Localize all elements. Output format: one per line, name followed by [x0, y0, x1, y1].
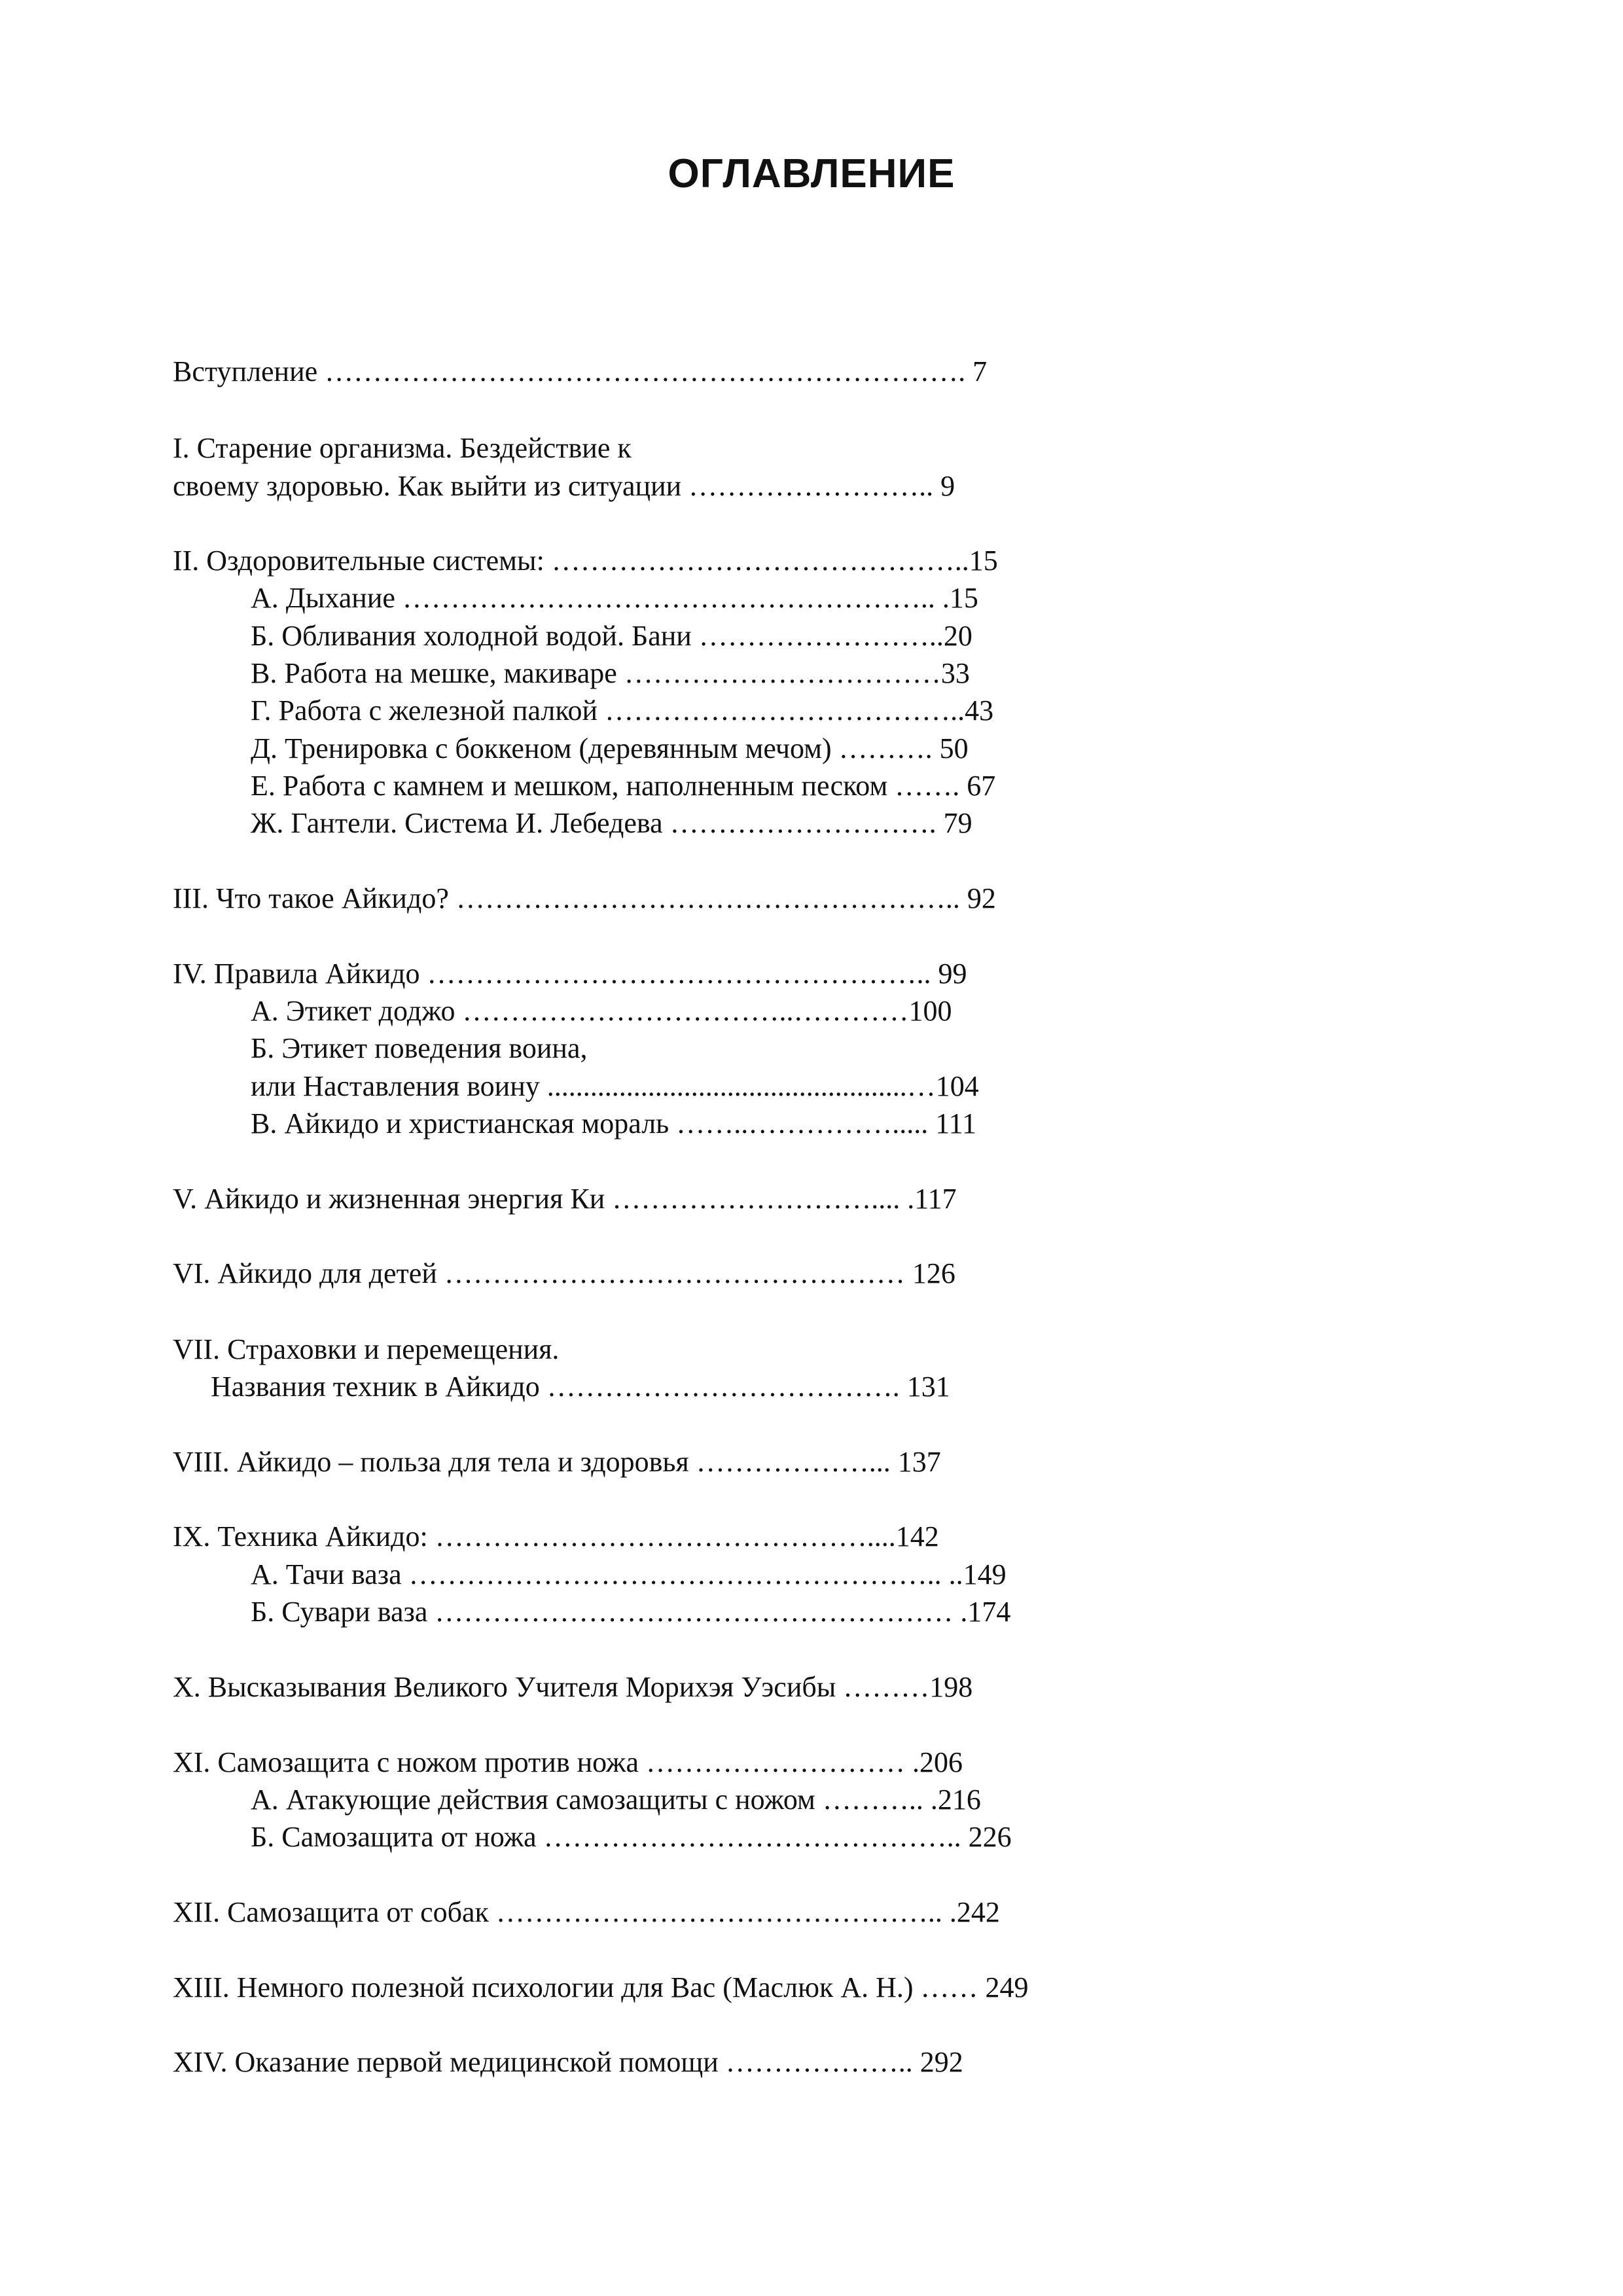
toc-subentry: Ж. Гантели. Система И. Лебедева ………………………. 79 [251, 807, 972, 839]
toc-subentry: А. Тачи ваза ……………………………………………….. ..149 [251, 1558, 1007, 1590]
toc-entry: Вступление …………………………………………………………. 7 [173, 355, 988, 387]
toc-subentry: В. Айкидо и христианская мораль ……..……………..... 111 [251, 1107, 976, 1139]
toc-subentry: А. Атакующие действия самозащиты с ножом ……….. .216 [251, 1784, 981, 1816]
toc-entry: своему здоровью. Как выйти из ситуации …………………….. 9 [173, 470, 955, 502]
toc-entry: XIII. Немного полезной психологии для Вас (Маслюк А. Н.) …… 249 [173, 1971, 1029, 2003]
toc-entry: XI. Самозащита с ножом против ножа ……………………… .206 [173, 1746, 963, 1778]
page-title: ОГЛАВЛЕНИЕ [668, 151, 955, 196]
toc-entry: II. Оздоровительные системы: ……………………………………..15 [173, 545, 998, 577]
toc-entry: III. Что такое Айкидо? …………………………………………….. 92 [173, 882, 996, 914]
toc-entry: IV. Правила Айкидо …………………………………………….. 99 [173, 958, 967, 990]
toc-subentry: В. Работа на мешке, макиваре ……………………………33 [251, 657, 970, 689]
toc-entry-continuation: Названия техник в Айкидо ………………………………. 131 [211, 1371, 950, 1403]
toc-subentry: Б. Обливания холодной водой. Бани ……………………..20 [251, 620, 972, 652]
toc-subentry: Д. Тренировка с боккеном (деревянным мечом) ………. 50 [251, 732, 969, 764]
toc-subentry: Б. Сувари ваза ……………………………………………… .174 [251, 1596, 1011, 1628]
toc-subentry: А. Дыхание ……………………………………………….. .15 [251, 582, 978, 614]
toc-entry: V. Айкидо и жизненная энергия Ки ……………………….... .117 [173, 1183, 957, 1215]
toc-subentry: Б. Самозащита от ножа …………………………………….. 226 [251, 1821, 1012, 1853]
toc-entry: VIII. Айкидо – польза для тела и здоровья ………………... 137 [173, 1446, 941, 1478]
toc-entry: VI. Айкидо для детей ………………………………………… 126 [173, 1257, 955, 1289]
toc-entry: XIV. Оказание первой медицинской помощи ……………….. 292 [173, 2046, 963, 2078]
toc-subentry: Г. Работа с железной палкой ………………………………..43 [251, 694, 994, 726]
toc-subentry: или Наставления воину ..................................................…104 [251, 1070, 979, 1102]
toc-entry: IX. Техника Айкидо: ………………………………………....142 [173, 1520, 939, 1552]
toc-entry: XII. Самозащита от собак ……………………………………….. .242 [173, 1896, 1000, 1928]
toc-subentry: Е. Работа с камнем и мешком, наполненным песком ……. 67 [251, 770, 996, 802]
toc-entry: X. Высказывания Великого Учителя Морихэя Уэсибы ………198 [173, 1671, 973, 1703]
toc-entry: VII. Страховки и перемещения. [173, 1333, 560, 1365]
toc-subentry: А. Этикет доджо ……………………………..…………100 [251, 995, 952, 1027]
toc-subentry: Б. Этикет поведения воина, [251, 1032, 588, 1064]
toc-entry: I. Старение организма. Бездействие к [173, 432, 632, 464]
